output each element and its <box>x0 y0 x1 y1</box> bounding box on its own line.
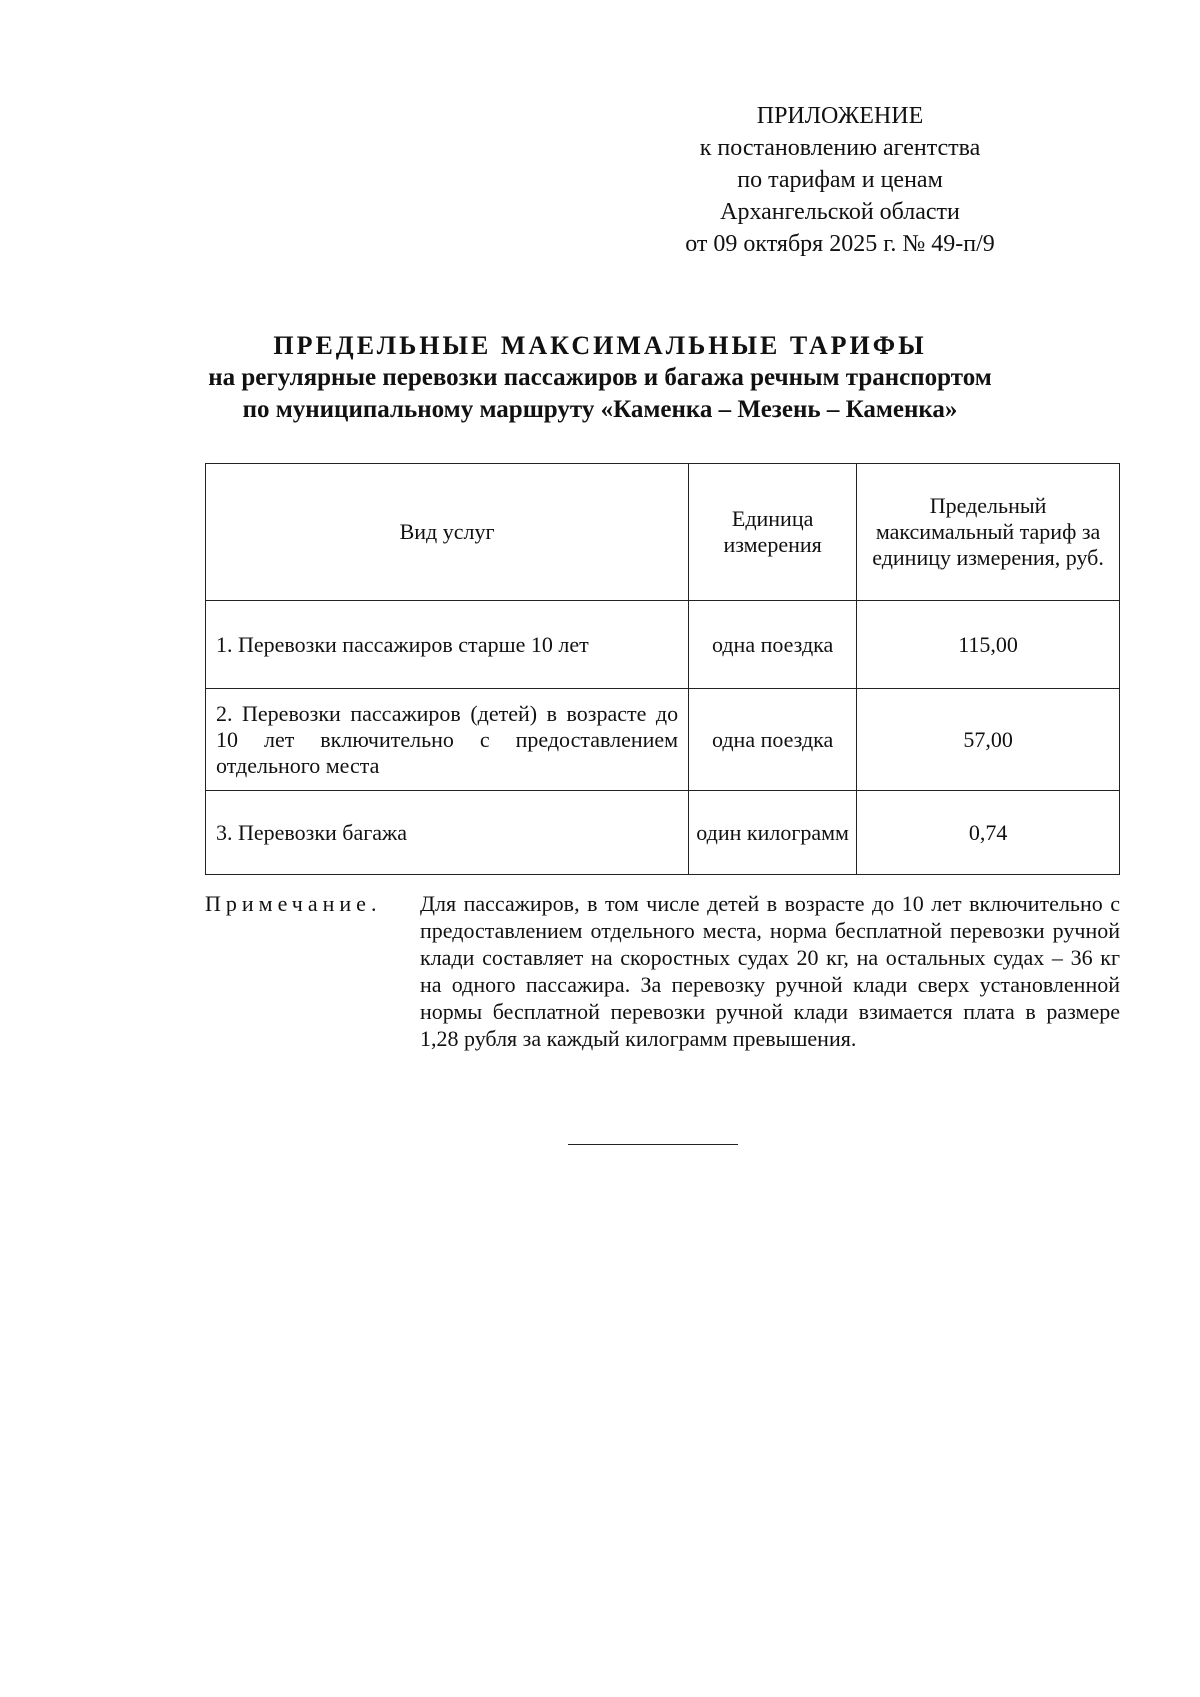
appendix-title: ПРИЛОЖЕНИЕ <box>756 103 924 129</box>
table-header-row <box>206 464 1120 601</box>
appendix-date-number: от 09 октября 2025 г. № 49-п/9 <box>685 231 995 257</box>
document-title <box>150 330 1050 426</box>
row-rate: 115,00 <box>857 601 1120 689</box>
table-row <box>206 791 1120 875</box>
table-row <box>206 689 1120 791</box>
row-rate: 0,74 <box>857 791 1120 875</box>
row-rate: 57,00 <box>857 689 1120 791</box>
row-unit: одна поездка <box>689 601 857 689</box>
document-title-subtitle: по муниципальному маршруту «Каменка – Мезень – Каменка» <box>242 396 958 423</box>
end-divider-line <box>568 1144 738 1145</box>
appendix-line: к постановлению агентства <box>699 135 981 161</box>
row-unit: одна поездка <box>689 689 857 791</box>
note-text: Для пассажиров, в том числе детей в возрасте до 10 лет включительно с предоставлением отдельного места, норма бесплатной перевозки ручной клади составляет на скоростных судах 20 кг, на остальных судах – 36 кг на одного пассажира. За перевозку ручной клади сверх установленной нормы бесплатной перевозки ручной клади взимается плата в размере 1,28 рубля за каждый килограмм превышения. <box>420 891 1120 1051</box>
header-rate: Предельный максимальный тариф за единицу измерения, руб. <box>857 464 1120 601</box>
appendix-line: по тарифам и ценам <box>737 167 943 193</box>
note-label: Примечание. <box>205 891 382 916</box>
row-service: 1. Перевозки пассажиров старше 10 лет <box>206 601 689 689</box>
table-row <box>206 601 1120 689</box>
document-title-main: ПРЕДЕЛЬНЫЕ МАКСИМАЛЬНЫЕ ТАРИФЫ <box>273 331 927 360</box>
header-unit: Единица измерения <box>689 464 857 601</box>
row-service: 2. Перевозки пассажиров (детей) в возрасте до 10 лет включительно с предоставлением отдельного места <box>206 689 689 791</box>
header-service: Вид услуг <box>206 464 689 601</box>
appendix-header <box>640 100 1040 260</box>
row-unit: один килограмм <box>689 791 857 875</box>
document-title-subtitle: на регулярные перевозки пассажиров и багажа речным транспортом <box>208 364 992 391</box>
tariff-table <box>205 463 1120 875</box>
row-service: 3. Перевозки багажа <box>206 791 689 875</box>
appendix-line: Архангельской области <box>720 199 960 225</box>
